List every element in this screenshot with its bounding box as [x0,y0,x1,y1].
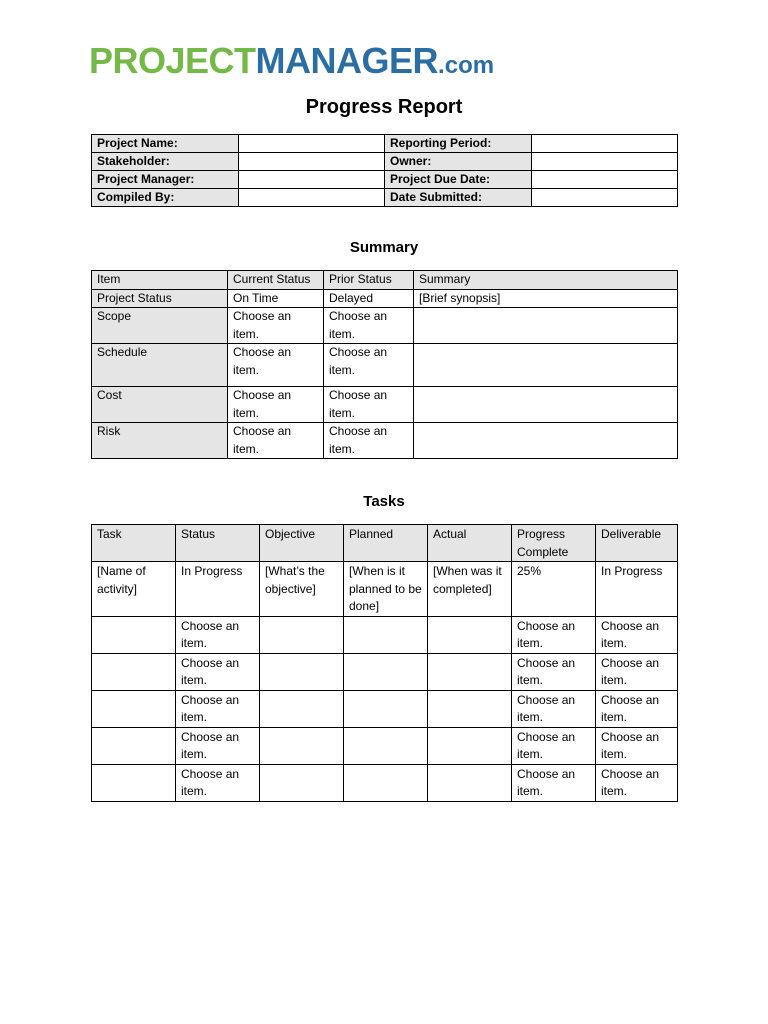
table-row [92,562,678,617]
task-deliverable-dropdown[interactable]: Choose an item. [596,727,678,764]
task-planned-cell[interactable] [344,764,428,801]
task-deliverable-dropdown[interactable]: In Progress [596,562,678,617]
task-actual-cell[interactable]: [When was it completed] [428,562,512,617]
table-row [92,616,678,653]
document-title: Progress Report [305,96,463,118]
owner-field[interactable] [532,153,678,171]
column-header-prior-status: Prior Status [324,271,414,290]
table-header-row [92,525,678,562]
prior-status-dropdown[interactable]: Choose an item. [324,423,414,459]
task-objective-cell[interactable]: [What’s the objective] [260,562,344,617]
tasks-heading: Tasks [363,493,405,510]
task-planned-cell[interactable] [344,616,428,653]
task-status-dropdown[interactable]: In Progress [176,562,260,617]
logo-text-com: .com [438,52,495,79]
task-actual-cell[interactable] [428,653,512,690]
date-submitted-label: Date Submitted: [385,189,532,207]
task-actual-cell[interactable] [428,764,512,801]
row-label-schedule: Schedule [92,344,228,387]
column-header-current-status: Current Status [228,271,324,290]
task-planned-cell[interactable] [344,653,428,690]
task-actual-cell[interactable] [428,690,512,727]
task-name-cell[interactable] [92,727,176,764]
table-row [92,344,678,387]
column-header-objective: Objective [260,525,344,562]
task-objective-cell[interactable] [260,764,344,801]
stakeholder-field[interactable] [239,153,385,171]
column-header-deliverable: Deliverable [596,525,678,562]
current-status-dropdown[interactable]: Choose an item. [228,387,324,423]
reporting-period-label: Reporting Period: [385,135,532,153]
projectmanager-logo [89,42,494,85]
task-planned-cell[interactable] [344,727,428,764]
task-planned-cell[interactable] [344,690,428,727]
task-objective-cell[interactable] [260,653,344,690]
prior-status-dropdown[interactable]: Choose an item. [324,308,414,344]
table-row [92,135,678,153]
task-status-dropdown[interactable]: Choose an item. [176,616,260,653]
compiled-by-field[interactable] [239,189,385,207]
date-submitted-field[interactable] [532,189,678,207]
column-header-summary: Summary [414,271,678,290]
table-row [92,690,678,727]
column-header-task: Task [92,525,176,562]
table-header-row [92,271,678,290]
column-header-progress-complete: Progress Complete [512,525,596,562]
task-planned-cell[interactable]: [When is it planned to be done] [344,562,428,617]
prior-status-dropdown[interactable]: Choose an item. [324,344,414,387]
table-row [92,308,678,344]
column-header-item: Item [92,271,228,290]
table-row [92,153,678,171]
reporting-period-field[interactable] [532,135,678,153]
project-manager-label: Project Manager: [92,171,239,189]
task-deliverable-dropdown[interactable]: Choose an item. [596,690,678,727]
task-name-cell[interactable] [92,764,176,801]
task-name-cell[interactable] [92,653,176,690]
table-row [92,764,678,801]
column-header-status: Status [176,525,260,562]
owner-label: Owner: [385,153,532,171]
project-manager-field[interactable] [239,171,385,189]
table-row [92,727,678,764]
task-progress-dropdown[interactable]: 25% [512,562,596,617]
row-label-risk: Risk [92,423,228,459]
summary-cell[interactable] [414,344,678,387]
task-objective-cell[interactable] [260,690,344,727]
row-label-scope: Scope [92,308,228,344]
task-actual-cell[interactable] [428,616,512,653]
task-actual-cell[interactable] [428,727,512,764]
stakeholder-label: Stakeholder: [92,153,239,171]
task-progress-dropdown[interactable]: Choose an item. [512,653,596,690]
project-info-table [91,134,678,207]
task-objective-cell[interactable] [260,616,344,653]
table-row [92,653,678,690]
current-status-dropdown[interactable]: Choose an item. [228,344,324,387]
task-progress-dropdown[interactable]: Choose an item. [512,690,596,727]
table-row [92,423,678,459]
prior-status-dropdown[interactable]: Choose an item. [324,387,414,423]
summary-cell[interactable] [414,308,678,344]
current-status-cell[interactable]: On Time [228,289,324,308]
task-progress-dropdown[interactable]: Choose an item. [512,764,596,801]
task-status-dropdown[interactable]: Choose an item. [176,653,260,690]
row-label-cost: Cost [92,387,228,423]
project-due-date-field[interactable] [532,171,678,189]
column-header-actual: Actual [428,525,512,562]
column-header-planned: Planned [344,525,428,562]
row-label-project-status: Project Status [92,289,228,308]
summary-cell[interactable] [414,423,678,459]
task-status-dropdown[interactable]: Choose an item. [176,764,260,801]
table-row [92,171,678,189]
task-name-cell[interactable] [92,616,176,653]
compiled-by-label: Compiled By: [92,189,239,207]
current-status-dropdown[interactable]: Choose an item. [228,308,324,344]
project-due-date-label: Project Due Date: [385,171,532,189]
project-name-field[interactable] [239,135,385,153]
logo-text-manager: MANAGER [255,40,439,81]
table-row [92,387,678,423]
prior-status-cell[interactable]: Delayed [324,289,414,308]
summary-heading: Summary [349,239,419,256]
current-status-dropdown[interactable]: Choose an item. [228,423,324,459]
project-name-label: Project Name: [92,135,239,153]
task-status-dropdown[interactable]: Choose an item. [176,690,260,727]
task-deliverable-dropdown[interactable]: Choose an item. [596,653,678,690]
task-objective-cell[interactable] [260,727,344,764]
task-status-dropdown[interactable]: Choose an item. [176,727,260,764]
logo-text-project: PROJECT [89,40,256,81]
task-progress-dropdown[interactable]: Choose an item. [512,616,596,653]
tasks-table [91,524,678,802]
task-name-cell[interactable] [92,690,176,727]
table-row [92,189,678,207]
summary-table [91,270,678,459]
table-row [92,289,678,308]
task-deliverable-dropdown[interactable]: Choose an item. [596,764,678,801]
summary-cell[interactable] [414,387,678,423]
task-progress-dropdown[interactable]: Choose an item. [512,727,596,764]
task-deliverable-dropdown[interactable]: Choose an item. [596,616,678,653]
task-name-cell[interactable]: [Name of activity] [92,562,176,617]
summary-cell[interactable]: [Brief synopsis] [414,289,678,308]
